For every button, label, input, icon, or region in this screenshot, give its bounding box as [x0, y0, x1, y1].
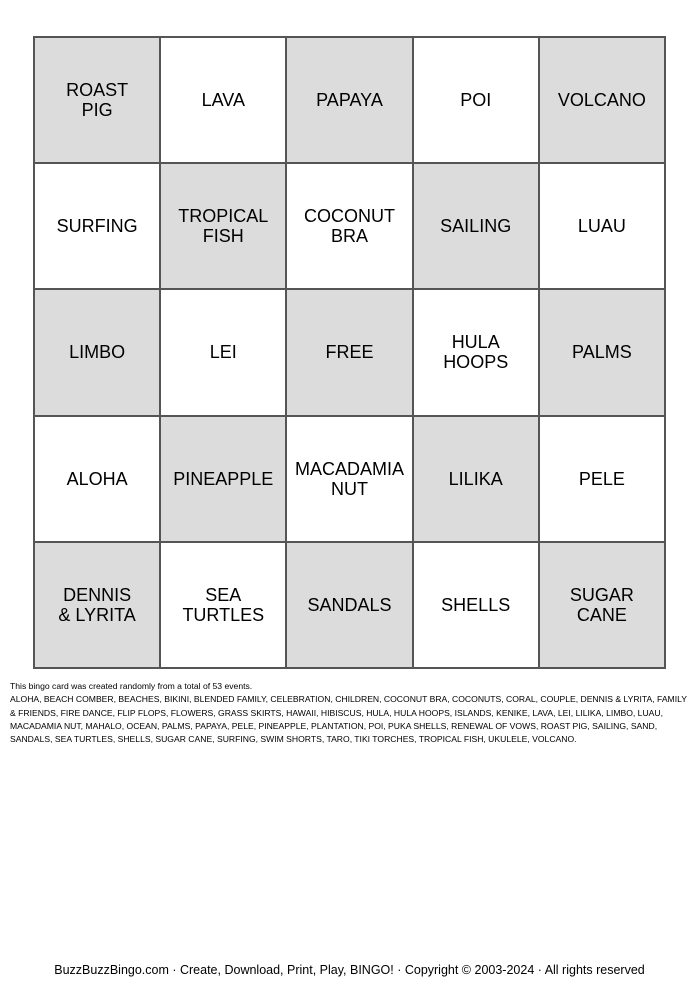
bingo-cell[interactable]: ROAST PIG	[34, 37, 160, 163]
free-space-cell[interactable]: FREE	[286, 289, 412, 415]
bingo-cell[interactable]: VOLCANO	[539, 37, 665, 163]
bingo-cell[interactable]: LILIKA	[413, 416, 539, 542]
bingo-cell[interactable]: SAILING	[413, 163, 539, 289]
bingo-cell[interactable]: SEA TURTLES	[160, 542, 286, 668]
bingo-card-grid	[33, 36, 666, 669]
bingo-cell[interactable]: SURFING	[34, 163, 160, 289]
bingo-cell[interactable]: LIMBO	[34, 289, 160, 415]
bingo-cell[interactable]: PALMS	[539, 289, 665, 415]
card-notes	[10, 680, 690, 746]
bingo-cell[interactable]: MACADAMIA NUT	[286, 416, 412, 542]
bingo-cell[interactable]: HULA HOOPS	[413, 289, 539, 415]
event-list-text: ALOHA, BEACH COMBER, BEACHES, BIKINI, BLENDED FAMILY, CELEBRATION, CHILDREN, COCONUT BRA, COCONUTS, CORAL, COUPLE, DENNIS & LYRITA, FAMILY & FRIENDS, FIRE DANCE, FLIP FLOPS, FLOWERS, GRASS SKIRTS, HAWAII, HIBISCUS, HULA, HULA HOOPS, ISLANDS, KENIKE, LAVA, LEI, LILIKA, LIMBO, LUAU, MACADAMIA NUT, MAHALO, OCEAN, PALMS, PAPAYA, PELE, PINEAPPLE, PLANTATION, POI, PUKA SHELLS, RENEWAL OF VOWS, ROAST PIG, SAILING, SAND, SANDALS, SEA TURTLES, SHELLS, SUGAR CANE, SURFING, SWIM SHORTS, TARO, TIKI TORCHES, TROPICAL FISH, UKULELE, VOLCANO.	[10, 694, 687, 745]
bingo-cell[interactable]: SANDALS	[286, 542, 412, 668]
bingo-cell[interactable]: SUGAR CANE	[539, 542, 665, 668]
bingo-cell[interactable]: PELE	[539, 416, 665, 542]
bingo-cell[interactable]: TROPICAL FISH	[160, 163, 286, 289]
bingo-cell[interactable]: POI	[413, 37, 539, 163]
bingo-cell[interactable]: SHELLS	[413, 542, 539, 668]
bingo-cell[interactable]: LEI	[160, 289, 286, 415]
bingo-cell[interactable]: LAVA	[160, 37, 286, 163]
bingo-cell[interactable]: COCONUT BRA	[286, 163, 412, 289]
card-intro-text: This bingo card was created randomly from a total of 53 events.	[10, 681, 253, 691]
bingo-cell[interactable]: ALOHA	[34, 416, 160, 542]
bingo-cell[interactable]: PINEAPPLE	[160, 416, 286, 542]
bingo-cell[interactable]: DENNIS & LYRITA	[34, 542, 160, 668]
bingo-cell[interactable]: PAPAYA	[286, 37, 412, 163]
bingo-cell[interactable]: LUAU	[539, 163, 665, 289]
page-footer: BuzzBuzzBingo.com · Create, Download, Print, Play, BINGO! · Copyright © 2003-2024 · All rights reserved	[54, 963, 645, 977]
